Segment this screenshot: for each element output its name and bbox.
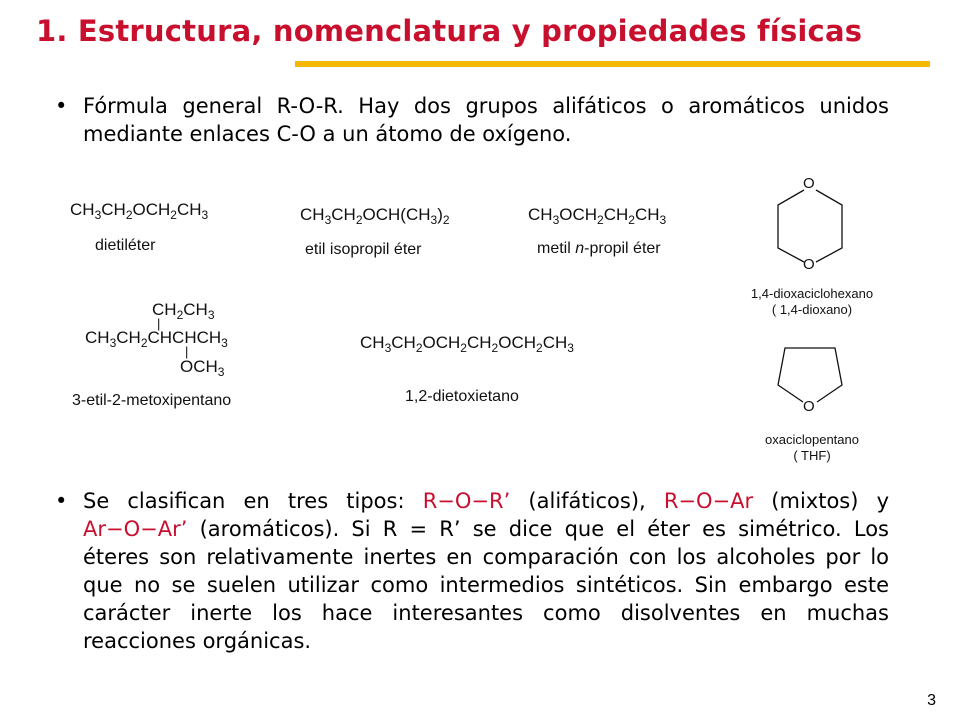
thf-alt-name: ( THF) bbox=[793, 448, 831, 463]
bond-bottom: | bbox=[185, 344, 189, 359]
formula-main-chain: $CH_3CH_2CHCHCH_3$ bbox=[85, 328, 228, 350]
name-etil-isopropil-eter: etil isopropil éter bbox=[305, 241, 422, 258]
formula-metil-propil-eter: $CH_3OCH_2CH_2CH_3$ bbox=[528, 205, 667, 227]
dioxane-oxygen-bottom: O bbox=[803, 256, 815, 273]
type-aliphatic: R−O−R’ bbox=[422, 489, 511, 513]
formula-branch-top: $CH_2CH_3$ bbox=[152, 300, 215, 322]
dioxane-alt-name: ( 1,4-dioxano) bbox=[771, 302, 853, 317]
thf-oxygen: O bbox=[803, 398, 815, 415]
thf-name: oxaciclopentano bbox=[765, 432, 859, 447]
dioxane-name: 1,4-dioxaciclohexano bbox=[750, 286, 874, 301]
page-number: 3 bbox=[927, 692, 936, 709]
title-underline-bar bbox=[295, 61, 930, 67]
page-title: 1. Estructura, nomenclatura y propiedades físicas bbox=[36, 14, 863, 48]
formula-dietileter: $CH_3CH_2OCH_2CH_3$ bbox=[70, 200, 209, 222]
formula-etil-isopropil-eter: $CH_3CH_2OCH(CH_3)_2$ bbox=[300, 205, 450, 227]
type-mixed: R−O−Ar bbox=[663, 489, 754, 513]
formula-dietoxietano: $CH_3CH_2OCH_2CH_2OCH_2CH_3$ bbox=[360, 333, 574, 355]
bullet-general-formula-text: Fórmula general R-O-R. Hay dos grupos alifáticos o aromáticos unidos mediante enlaces C-O a un átomo de oxígeno. bbox=[83, 94, 889, 146]
type-aromatic: Ar−O−Ar’ bbox=[83, 517, 188, 541]
bullet-classification: • Se clasifican en tres tipos: R−O−R’ (alifáticos), R−O−Ar (mixtos) y Ar−O−Ar’ (aromáticos). Si R = R’ se dice que el éter es simétrico. Los éteres son relativamente inertes en comparación con los alcoholes por lo que no se suelen utilizar como intermedios sintéticos. Sin embargo este carácter inerte los hace interesantes como disolventes en muchas reacciones orgánicas. bbox=[55, 489, 889, 653]
bullet-dot: • bbox=[55, 489, 68, 513]
bond-top: | bbox=[157, 316, 161, 331]
bullet-dot: • bbox=[55, 94, 68, 118]
name-3-etil-2-metoxipentano: 3-etil-2-metoxipentano bbox=[72, 392, 232, 409]
name-dietoxietano: 1,2-dietoxietano bbox=[405, 388, 519, 405]
bullet-general-formula bbox=[55, 92, 889, 148]
name-dietileter: dietiléter bbox=[95, 237, 156, 254]
name-metil-propil-eter: metil n-propil éter bbox=[537, 240, 661, 257]
dioxane-oxygen-top: O bbox=[803, 175, 815, 192]
formula-branch-bottom: $OCH_3$ bbox=[180, 357, 225, 379]
